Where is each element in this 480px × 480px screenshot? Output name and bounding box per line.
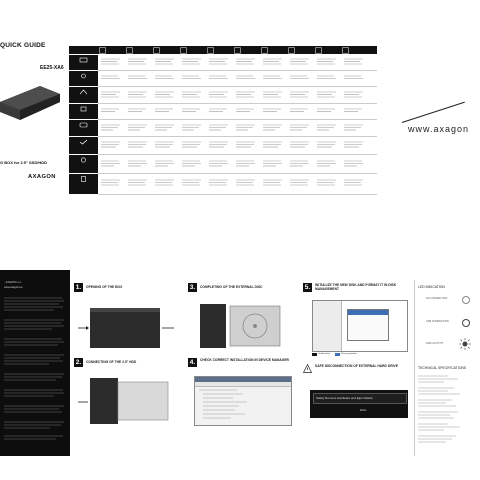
row-label-package [69,55,98,70]
warranty-icon [79,106,88,112]
step-1-number: 1. [75,284,82,291]
row-divider [98,194,377,195]
temperature-icon [79,122,88,128]
context-menu-selected-item[interactable] [348,310,388,315]
tech-specs-title: TECHNICAL SPECIFICATIONS [418,366,467,370]
checkmark-icon [79,139,88,145]
step-1-title: OPENING OF THE BOX [86,285,123,289]
usage-icon [79,73,88,79]
row-label-disposal [69,155,98,173]
row-label-declaration [69,174,98,194]
safely-remove-tooltip[interactable]: Safely Remove Hardware and Eject Media [313,393,407,404]
led-indication-title: LED INDICATION [418,285,445,289]
multilingual-text-grid [98,55,377,194]
step-4-title: CHECK CORRECT INSTALLATION IN DEVICE MANAGER [200,358,289,362]
support-icon [79,89,88,95]
safe-disconnect-title: SAFE DISCONNECTION OF EXTERNAL HARD DRIVE [315,364,398,368]
step-3-illustration [192,298,292,353]
brand-website-logo: www.axagon [408,124,470,134]
step-3-number: 3. [189,284,196,291]
brand-swoosh [402,102,465,123]
disk-management-window [312,300,408,352]
enclosure-image [0,80,60,138]
step-3-title: COMPLETING OF THE EXTERNAL DISC [200,285,263,289]
disk-list [313,301,342,351]
company-header: ...AXAGON s.r.o. [4,282,22,284]
device-manager-window [194,376,292,426]
taskbar-screenshot [310,390,408,418]
company-url: www.axagon.eu [4,286,23,289]
language-indicator: ENG [360,408,367,412]
info-panel [0,270,70,456]
step-5-number: 5. [304,284,311,291]
legend-primary-swatch [335,353,340,356]
model-number: EE25-XA6 [40,65,64,71]
step-2-illustration [78,372,178,432]
language-flags-row [69,46,377,54]
step-2-number: 2. [75,359,82,366]
brand-logo: AXAGON [28,174,56,180]
step-5-title: INITIALIZE THE NEW DISK AND FORMAT IT IN DISK MANAGEMENT [315,283,397,291]
context-menu [347,309,389,341]
led-no-connection-label: NO CONNECTION [426,297,448,300]
led-usb-connection-label: USB CONNECTION [426,320,449,323]
led-on-icon [462,319,470,327]
row-label-warranty [69,104,98,119]
legend-unallocated-swatch [312,353,317,356]
row-label-usage [69,71,98,86]
recycle-icon [79,157,88,163]
window-toolbar [195,382,291,387]
tech-specs-text [418,374,470,450]
warning-icon [303,364,312,373]
row-label-temperature [69,120,98,136]
quick-guide-title: QUICK GUIDE [0,42,46,49]
device-tree [197,388,287,422]
led-blinking-icon [459,338,471,350]
info-text-block [4,296,66,446]
step-2-title: CONNECTING OF THE 2.5" HDD [86,360,137,364]
led-disk-activity-label: DISK ACTIVITY [426,342,444,345]
column-divider [414,280,415,456]
row-label-support [69,87,98,103]
step-1-illustration [78,300,178,355]
step-4-number: 4. [189,359,196,366]
led-off-icon [462,296,470,304]
legend-primary-label: Primary partition [341,352,357,355]
row-label-safety [69,137,98,154]
product-title: G BOX for 2.5" SSD/HDD [0,160,48,165]
legend-unallocated-label: Unallocated [318,352,330,355]
document-icon [79,176,88,182]
package-icon [79,57,88,63]
